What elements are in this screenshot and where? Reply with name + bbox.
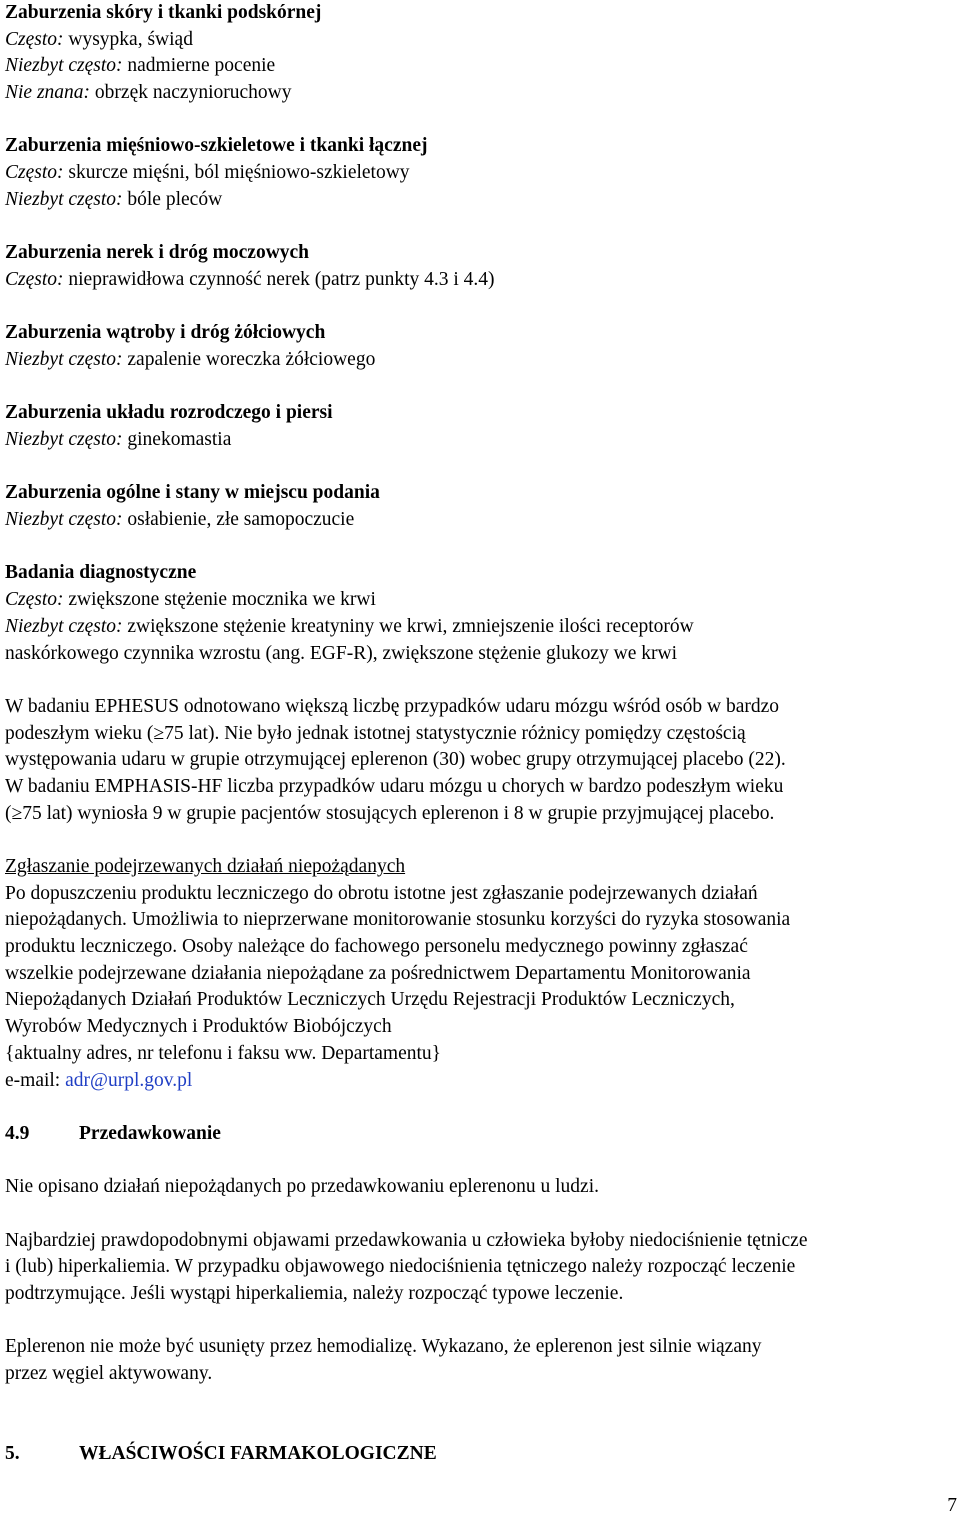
paragraph-line: podeszłym wieku (≥75 lat). Nie było jednak istotnej statystycznie różnicy pomiędzy częstością <box>5 722 746 744</box>
email-link[interactable]: adr@urpl.gov.pl <box>65 1069 193 1091</box>
list-item: Niezbyt często: zapalenie woreczka żółciowego <box>5 348 376 370</box>
section-heading-reproductive: Zaburzenia układu rozrodczego i piersi <box>5 402 333 424</box>
paragraph-line: przez węgiel aktywowany. <box>5 1363 213 1385</box>
paragraph-line: Eplerenon nie może być usunięty przez hemodializę. Wykazano, że eplerenon jest silnie wiązany <box>5 1336 762 1358</box>
list-item: Niezbyt często: osłabienie, złe samopoczucie <box>5 509 355 531</box>
section-heading-overdose: 4.9 Przedawkowanie <box>5 1122 221 1144</box>
paragraph-line: Nie opisano działań niepożądanych po przedawkowaniu eplerenonu u ludzi. <box>5 1176 599 1198</box>
section-heading-kidney: Zaburzenia nerek i dróg moczowych <box>5 242 310 264</box>
section-heading-diagnostics: Badania diagnostyczne <box>5 562 197 584</box>
paragraph-line: (≥75 lat) wyniosła 9 w grupie pacjentów stosujących eplerenon i 8 w grupie przyjmującej placebo. <box>5 802 775 824</box>
list-item: Niezbyt często: bóle pleców <box>5 188 223 210</box>
paragraph-line: niepożądanych. Umożliwia to nieprzerwane monitorowanie stosunku korzyści do ryzyka stosowania <box>5 909 791 931</box>
section-heading-liver: Zaburzenia wątroby i dróg żółciowych <box>5 322 326 344</box>
list-item: Często: nieprawidłowa czynność nerek (patrz punkty 4.3 i 4.4) <box>5 268 495 290</box>
paragraph-line: W badaniu EMPHASIS-HF liczba przypadków udaru mózgu u chorych w bardzo podeszłym wieku <box>5 775 784 797</box>
section-heading-pharmacology: 5. WŁAŚCIWOŚCI FARMAKOLOGICZNE <box>5 1443 437 1465</box>
section-heading-general: Zaburzenia ogólne i stany w miejscu podania <box>5 482 380 504</box>
email-line: e-mail: adr@urpl.gov.pl <box>5 1069 193 1091</box>
paragraph-line: występowania udaru w grupie otrzymującej eplerenon (30) wobec grupy otrzymującej placebo (22). <box>5 749 786 771</box>
list-item: Często: skurcze mięśni, ból mięśniowo-szkieletowy <box>5 162 410 184</box>
section-heading-musculoskeletal: Zaburzenia mięśniowo-szkieletowe i tkanki łącznej <box>5 135 428 157</box>
list-item-continuation: naskórkowego czynnika wzrostu (ang. EGF-R), zwiększone stężenie glukozy we krwi <box>5 642 678 664</box>
paragraph-line: Po dopuszczeniu produktu leczniczego do obrotu istotne jest zgłaszanie podejrzewanych działań <box>5 882 758 904</box>
paragraph-line: Najbardziej prawdopodobnymi objawami przedawkowania u człowieka byłoby niedociśnienie tętnicze <box>5 1229 808 1251</box>
list-item: Niezbyt często: nadmierne pocenie <box>5 55 276 77</box>
paragraph-line: podtrzymujące. Jeśli wystąpi hiperkaliemia, należy rozpocząć typowe leczenie. <box>5 1283 624 1304</box>
list-item: Często: zwiększone stężenie mocznika we krwi <box>5 589 376 611</box>
paragraph-line: i (lub) hiperkaliemia. W przypadku objawowego niedociśnienia tętniczego należy rozpocząć leczenie <box>5 1256 796 1278</box>
page-number: 7 <box>947 1495 957 1516</box>
paragraph-line: W badaniu EPHESUS odnotowano większą liczbę przypadków udaru mózgu wśród osób w bardzo <box>5 695 780 717</box>
list-item: Często: wysypka, świąd <box>5 28 193 50</box>
paragraph-line: {aktualny adres, nr telefonu i faksu ww. Departamentu} <box>5 1042 442 1064</box>
section-heading-reporting: Zgłaszanie podejrzewanych działań niepożądanych <box>5 856 406 877</box>
list-item: Niezbyt często: ginekomastia <box>5 429 232 450</box>
paragraph-line: produktu leczniczego. Osoby należące do fachowego personelu medycznego powinny zgłaszać <box>5 936 748 958</box>
section-heading-skin: Zaburzenia skóry i tkanki podskórnej <box>5 2 322 23</box>
list-item: Nie znana: obrzęk naczynioruchowy <box>5 82 292 104</box>
list-item: Niezbyt często: zwiększone stężenie kreatyniny we krwi, zmniejszenie ilości receptorów <box>5 615 694 637</box>
document-page <box>5 0 960 1468</box>
paragraph-line: Niepożądanych Działań Produktów Leczniczych Urzędu Rejestracji Produktów Leczniczych, <box>5 989 735 1011</box>
paragraph-line: Wyrobów Medycznych i Produktów Biobójczych <box>5 1016 392 1038</box>
paragraph-line: wszelkie podejrzewane działania niepożądane za pośrednictwem Departamentu Monitorowania <box>5 962 751 984</box>
